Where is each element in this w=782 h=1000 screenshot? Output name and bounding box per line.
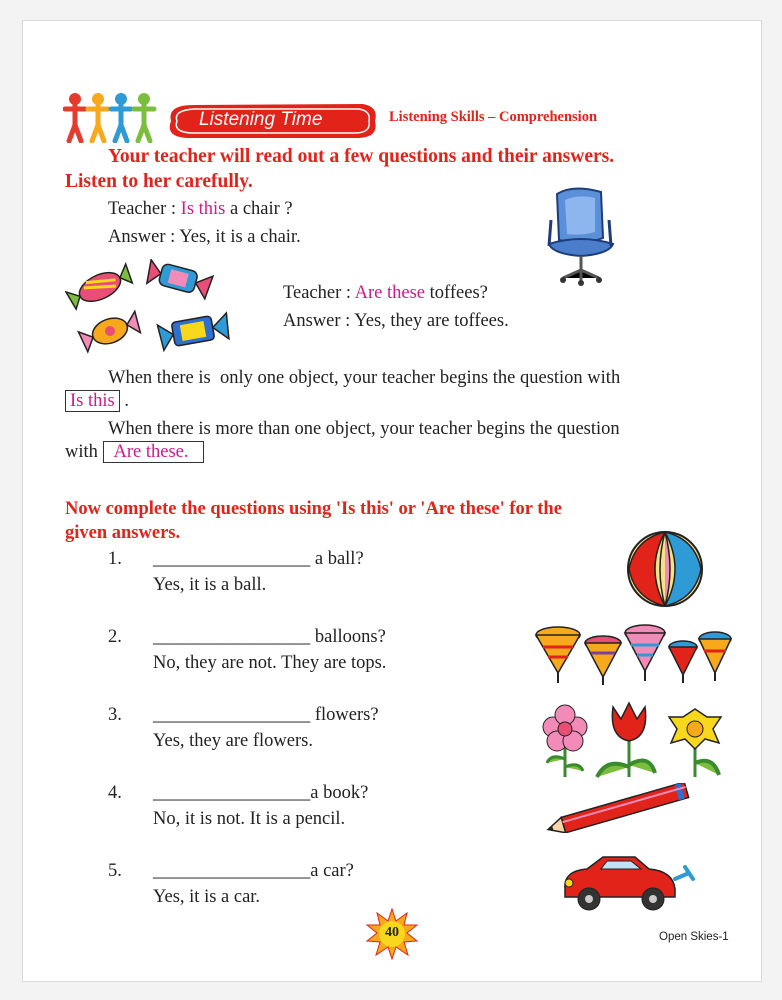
question-number: 1. (108, 549, 122, 569)
rule1-period: . (124, 391, 129, 411)
instruction2-line-2: given answers. (65, 523, 181, 543)
rule2-with: with (65, 442, 98, 462)
question-rest: flowers? (310, 705, 379, 725)
given-answer: Yes, it is a car. (153, 887, 261, 907)
answer-blank[interactable]: _________________ (153, 783, 311, 803)
instruction-line-2: Listen to her carefully. (65, 171, 253, 192)
is-this-box: Is this (65, 390, 120, 412)
question-line (153, 783, 368, 804)
flowers-picture (537, 697, 727, 779)
page-number-star (365, 907, 419, 961)
question-rest: a book? (310, 783, 369, 803)
question-rest: a car? (310, 861, 354, 881)
given-answer: No, they are not. They are tops. (153, 653, 387, 673)
teacher-label: Teacher : (283, 283, 355, 303)
given-answer: No, it is not. It is a pencil. (153, 809, 346, 829)
answer-blank[interactable]: _________________ (153, 627, 311, 647)
are-these-box: Are these. (103, 441, 204, 463)
rule1-line: When there is only one object, your teacher begins the question with (108, 368, 621, 388)
teacher-rest: toffees? (425, 283, 488, 303)
rule2-box-line (65, 442, 204, 463)
question-3 (108, 705, 468, 755)
section-subtitle: Listening Skills – Comprehension (389, 109, 598, 125)
highlight-is-this: Is this (180, 199, 226, 219)
instruction-line-1: Your teacher will read out a few questions and their answers. (108, 146, 615, 167)
question-4 (108, 783, 488, 833)
question-line (153, 627, 386, 648)
teacher-label: Teacher : (108, 199, 181, 219)
answer-blank[interactable]: _________________ (153, 705, 311, 725)
question-number: 2. (108, 627, 122, 647)
book-title: Open Skies-1 (659, 931, 729, 943)
question-rest: a ball? (310, 549, 364, 569)
question-number: 3. (108, 705, 122, 725)
question-rest: balloons? (310, 627, 386, 647)
banner-title: Listening Time (199, 109, 323, 130)
car-picture (557, 849, 697, 915)
question-number: 5. (108, 861, 122, 881)
highlight-are-these: Are these (354, 283, 426, 303)
dialog2-answer: Answer : Yes, they are toffees. (283, 311, 509, 331)
question-1 (108, 549, 468, 599)
teacher-rest: a chair ? (225, 199, 293, 219)
rule1-box-line (65, 391, 129, 412)
question-line (153, 549, 364, 570)
page-number: 40 (385, 925, 399, 940)
question-5 (108, 861, 468, 911)
ball-picture (625, 529, 705, 609)
given-answer: Yes, it is a ball. (153, 575, 267, 595)
question-line (153, 861, 354, 882)
tops-picture (533, 621, 733, 689)
dialog2-teacher (283, 283, 488, 304)
workbook-page (22, 20, 762, 982)
listening-time-banner (163, 101, 383, 141)
rule2-line: When there is more than one object, your teacher begins the question (108, 419, 620, 439)
instruction2-line-1: Now complete the questions using 'Is this' or 'Are these' for the (65, 499, 562, 519)
toffees-picture (65, 259, 245, 354)
pencil-picture (543, 783, 703, 833)
dialog1-teacher (108, 199, 293, 220)
question-2 (108, 627, 488, 677)
given-answer: Yes, they are flowers. (153, 731, 313, 751)
dialog1-answer: Answer : Yes, it is a chair. (108, 227, 301, 247)
question-line (153, 705, 379, 726)
kids-logo-icon (63, 91, 158, 143)
chair-picture (543, 186, 618, 286)
answer-blank[interactable]: _________________ (153, 861, 311, 881)
answer-blank[interactable]: _________________ (153, 549, 311, 569)
question-number: 4. (108, 783, 122, 803)
